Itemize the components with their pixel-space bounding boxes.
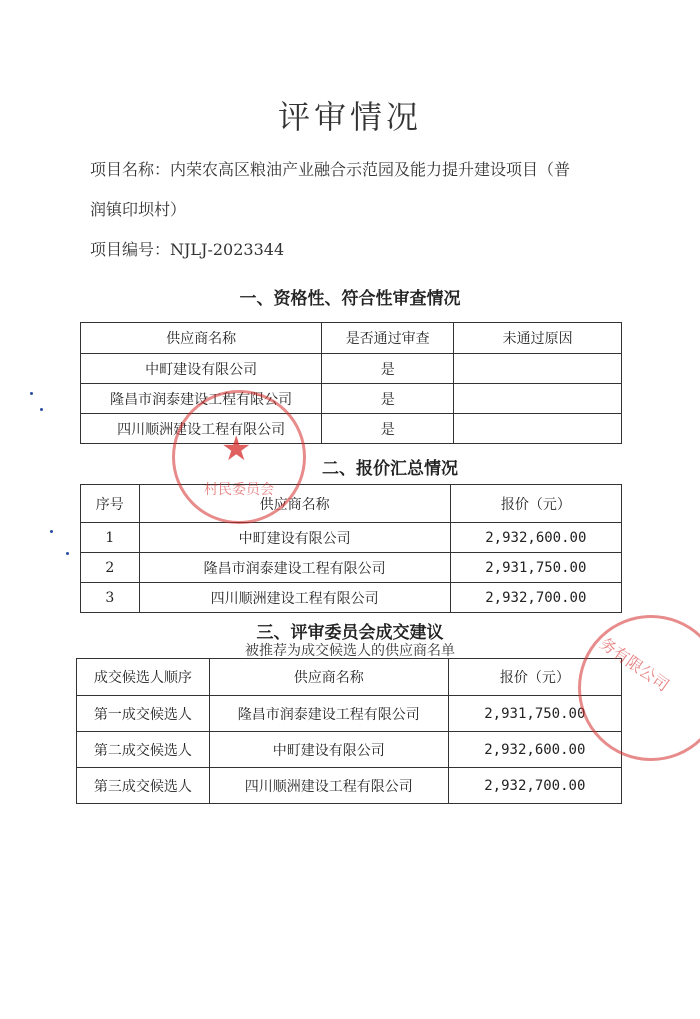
table-header-row: [81, 485, 622, 523]
candidate-order: 第三成交候选人: [77, 768, 210, 804]
supplier-name: 中町建设有限公司: [139, 523, 450, 553]
header-no: 序号: [81, 485, 140, 523]
supplier-name: 四川顺洲建设工程有限公司: [209, 768, 448, 804]
table-header-row: [81, 323, 622, 354]
table-row: [81, 523, 622, 553]
supplier-name: 隆昌市润泰建设工程有限公司: [209, 696, 448, 732]
star-icon: ★: [221, 429, 252, 469]
scan-speck: [30, 392, 33, 395]
header-order: 成交候选人顺序: [77, 659, 210, 696]
supplier-name: 中町建设有限公司: [81, 354, 322, 384]
village-committee-stamp: [172, 390, 306, 524]
candidate-order: 第二成交候选人: [77, 732, 210, 768]
stamp-text: 务有限公司: [596, 633, 673, 696]
price-value: 2,931,750.00: [448, 696, 621, 732]
supplier-name: 隆昌市润泰建设工程有限公司: [81, 384, 322, 414]
table-row: [77, 768, 622, 804]
table-header-row: [77, 659, 622, 696]
section3-subtitle: 被推荐为成交候选人的供应商名单: [245, 643, 455, 659]
price-value: 2,931,750.00: [450, 553, 621, 583]
table-row: [81, 553, 622, 583]
price-value: 2,932,700.00: [448, 768, 621, 804]
supplier-name: 四川顺洲建设工程有限公司: [81, 414, 322, 444]
section2-title: 二、报价汇总情况: [322, 459, 458, 479]
reason-value: [454, 384, 622, 414]
page-title: 评审情况: [277, 98, 422, 136]
header-supplier: 供应商名称: [209, 659, 448, 696]
supplier-name: 隆昌市润泰建设工程有限公司: [139, 553, 450, 583]
section3-title: 三、评审委员会成交建议: [256, 623, 444, 643]
price-value: 2,932,700.00: [450, 583, 621, 613]
project-name-line1: 项目名称：内荣农高区粮油产业融合示范园及能力提升建设项目（普: [90, 160, 571, 179]
header-passed: 是否通过审查: [322, 323, 454, 354]
price-value: 2,932,600.00: [450, 523, 621, 553]
supplier-name: 四川顺洲建设工程有限公司: [139, 583, 450, 613]
price-value: 2,932,600.00: [448, 732, 621, 768]
reason-value: [454, 414, 622, 444]
supplier-name: 中町建设有限公司: [209, 732, 448, 768]
table-row: [77, 732, 622, 768]
project-name-line2: 润镇印坝村）: [90, 200, 187, 219]
passed-value: 是: [322, 414, 454, 444]
qualification-table: [80, 322, 622, 444]
recommendation-table: [76, 658, 622, 804]
stamp-text: 村民委员会: [204, 482, 274, 498]
table-row: [81, 583, 622, 613]
header-price: 报价（元）: [448, 659, 621, 696]
passed-value: 是: [322, 354, 454, 384]
passed-value: 是: [322, 384, 454, 414]
table-row: [77, 696, 622, 732]
table-row: [81, 414, 622, 444]
row-number: 3: [81, 583, 140, 613]
scan-speck: [50, 530, 53, 533]
table-row: [81, 384, 622, 414]
scan-speck: [66, 552, 69, 555]
reason-value: [454, 354, 622, 384]
row-number: 1: [81, 523, 140, 553]
table-row: [81, 354, 622, 384]
header-supplier: 供应商名称: [81, 323, 322, 354]
section1-title: 一、资格性、符合性审查情况: [239, 289, 461, 309]
quote-summary-table: [80, 484, 622, 613]
scan-speck: [40, 408, 43, 411]
header-price: 报价（元）: [450, 485, 621, 523]
header-supplier: 供应商名称: [139, 485, 450, 523]
row-number: 2: [81, 553, 140, 583]
candidate-order: 第一成交候选人: [77, 696, 210, 732]
header-reason: 未通过原因: [454, 323, 622, 354]
project-number: 项目编号：NJLJ-2023344: [90, 240, 285, 259]
